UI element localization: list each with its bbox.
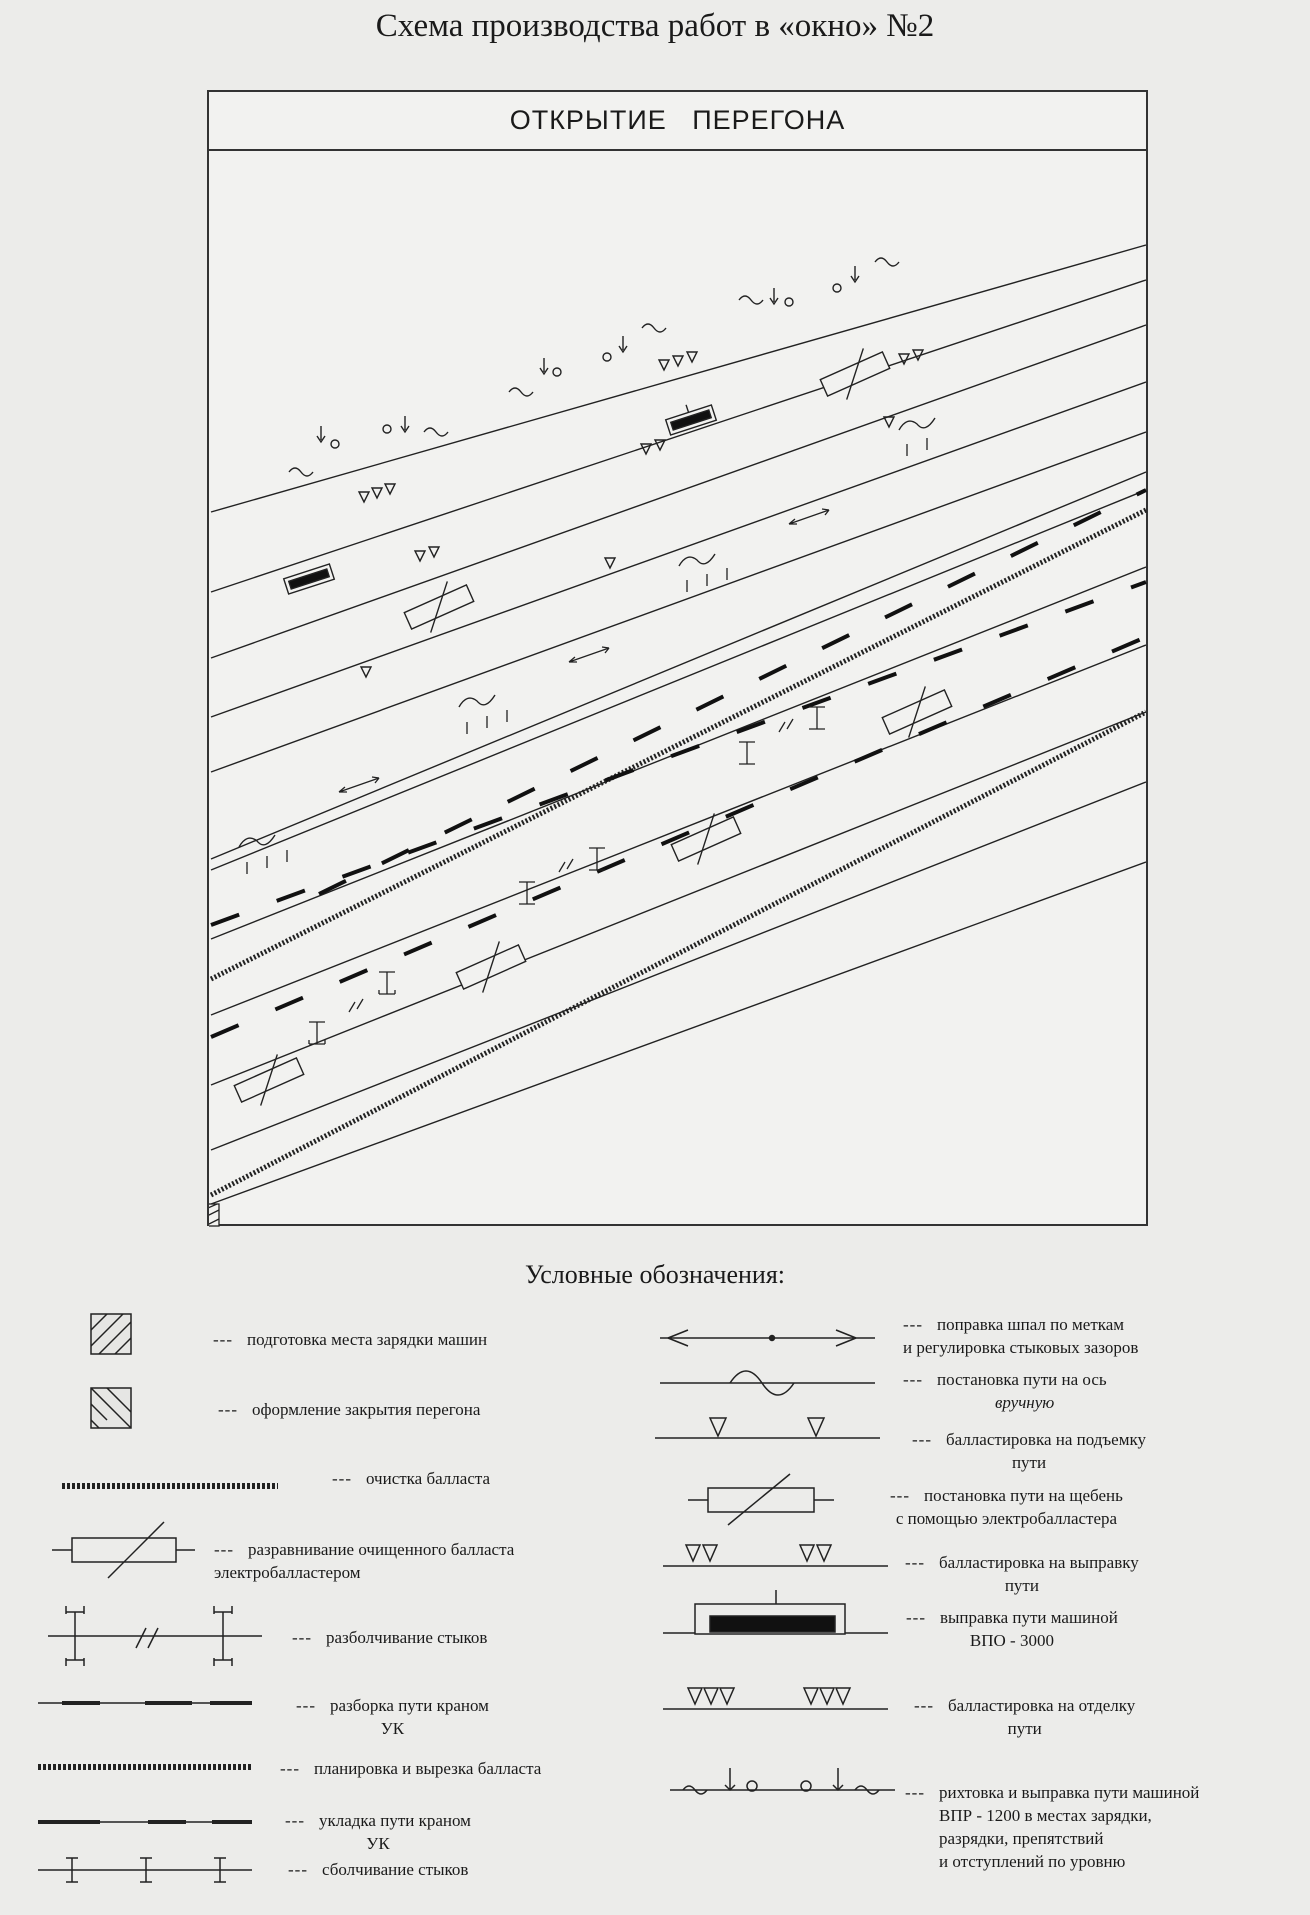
sleeper-fix-icon bbox=[660, 1330, 875, 1346]
legend-sleeper-fix: --- поправка шпал по меткам и регулировка стыковых зазоров bbox=[903, 1315, 1139, 1357]
straighten-ballasting-icon bbox=[663, 1545, 888, 1566]
finish-ballasting-icon bbox=[663, 1688, 888, 1709]
crushed-stone-icon bbox=[688, 1474, 834, 1525]
legend-title: Условные обозначения: bbox=[524, 1260, 786, 1289]
legend-vpo: --- выправка пути машиной ВПО - 3000 bbox=[906, 1608, 1118, 1650]
charging-prep-icon bbox=[91, 1314, 131, 1354]
legend-bolting: --- сболчивание стыков bbox=[288, 1860, 469, 1879]
legend-ballast-cleaning: --- очистка балласта bbox=[332, 1469, 491, 1488]
vpr-icon bbox=[670, 1768, 895, 1794]
legend-vpr: --- рихтовка и выправка пути машиной ВПР - 1200 в местах зарядки, разрядки, препятствий и отступлений по уровню bbox=[905, 1783, 1200, 1871]
legend-unbolting: --- разболчивание стыков bbox=[292, 1628, 488, 1647]
legend-lift-ballasting: --- балластировка на подъемку пути bbox=[912, 1430, 1146, 1472]
unbolting-icon bbox=[48, 1606, 262, 1666]
leveling-icon bbox=[52, 1522, 195, 1578]
closure-icon bbox=[91, 1388, 131, 1428]
legend-laying: --- укладка пути краном УК bbox=[285, 1811, 471, 1853]
legend-dismantling: --- разборка пути краном УК bbox=[296, 1696, 489, 1738]
legend-closure: --- оформление закрытия перегона bbox=[218, 1400, 481, 1419]
legend-planning: --- планировка и вырезка балласта bbox=[280, 1759, 542, 1778]
legend-finish-ballasting: --- балластировка на отделку пути bbox=[914, 1696, 1136, 1738]
axis-setting-icon bbox=[660, 1371, 875, 1395]
legend-crushed-stone: --- постановка пути на щебень с помощью электробалластера bbox=[890, 1486, 1123, 1528]
vpo-icon bbox=[663, 1590, 888, 1634]
legend-leveling: --- разравнивание очищенного балласта электробалластером bbox=[214, 1540, 515, 1582]
legend-axis-setting: --- постановка пути на ось вручную bbox=[903, 1370, 1107, 1412]
diagram-header-label: ОТКРЫТИЕ ПЕРЕГОНА bbox=[509, 105, 846, 135]
lift-ballasting-icon bbox=[655, 1418, 880, 1438]
legend-straighten-ballasting: --- балластировка на выправку пути bbox=[905, 1553, 1139, 1595]
bolting-icon bbox=[38, 1858, 252, 1882]
page-title: Схема производства работ в «окно» №2 bbox=[375, 8, 935, 44]
legend-charging-prep: --- подготовка места зарядки машин bbox=[213, 1330, 488, 1349]
